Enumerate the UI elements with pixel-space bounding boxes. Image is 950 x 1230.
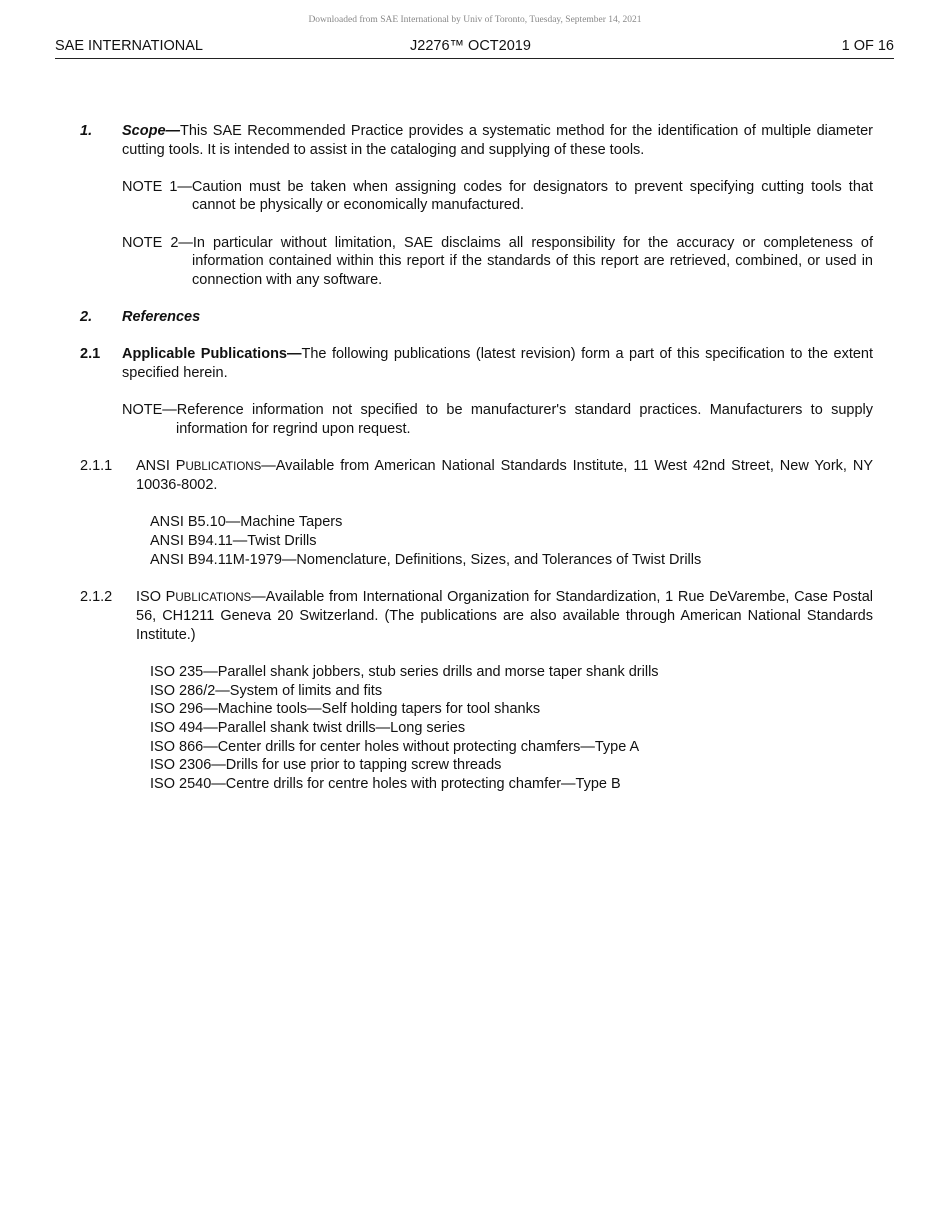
section-title-prefix: ANSI P	[136, 457, 186, 474]
list-item: ANSI B94.11M-1979—Nomenclature, Definitions, Sizes, and Tolerances of Twist Drills	[150, 551, 702, 568]
list-item: ISO 2306—Drills for use prior to tapping screw threads	[150, 757, 502, 774]
section-number: 2.	[80, 308, 93, 325]
section-text: —Available from American National Standards Institute, 11 West 42nd Street, New York, NY 10036-8002.	[136, 457, 873, 494]
header-doc-id: J2276™ OCT2019	[410, 38, 531, 54]
section-2-1-applicable-publications	[80, 345, 873, 382]
list-item: ISO 494—Parallel shank twist drills—Long series	[150, 720, 466, 736]
list-item: ISO 286/2—System of limits and fits	[150, 682, 383, 699]
list-item: ISO 235—Parallel shank jobbers, stub series drills and morse taper shank drills	[150, 664, 659, 681]
header-page-number: 1 OF 16	[841, 38, 894, 54]
section-title: Applicable Publications—	[122, 346, 302, 363]
note-2: NOTE 2—In particular without limitation, SAE disclaims all responsibility for the accuracy or completeness of information contained within this report if the standards of this report are retrieved, combined, or used in connection with any software.	[122, 234, 873, 288]
ansi-publication-list	[150, 513, 873, 569]
section-title: Scope—	[122, 123, 181, 139]
section-number: 2.1.2	[80, 588, 113, 605]
list-item: ISO 296—Machine tools—Self holding tapers for tool shanks	[150, 701, 541, 718]
section-text: This SAE Recommended Practice provides a systematic method for the identification of multiple diameter cutting tools. It is intended to assist in the cataloging and supplying of these tools.	[122, 123, 873, 158]
section-title-smallcaps: UBLICATIONS	[175, 591, 252, 604]
section-2-references	[80, 308, 873, 327]
section-2-1-2-iso	[80, 588, 873, 645]
section-title-smallcaps: UBLICATIONS	[185, 460, 262, 473]
list-item: ANSI B5.10—Machine Tapers	[150, 514, 343, 531]
list-item: ANSI B94.11—Twist Drills	[150, 533, 317, 550]
iso-publication-list	[150, 663, 873, 793]
list-item: ISO 866—Center drills for center holes without protecting chamfers—Type A	[150, 738, 640, 755]
section-text: —Available from International Organization for Standardization, 1 Rue DeVarembe, Case Postal 56, CH1211 Geneva 20 Switzerland. (The publications are also available through American National Standards Institute.)	[136, 588, 873, 644]
section-number: 1.	[80, 123, 93, 139]
page-header	[55, 38, 894, 59]
note-reference: NOTE—Reference information not specified to be manufacturer's standard practices. Manufacturers to supply information for regrind upon request.	[122, 401, 873, 437]
section-1-scope	[80, 122, 873, 159]
note-1: NOTE 1—Caution must be taken when assigning codes for designators to prevent specifying cutting tools that cannot be physically or economically manufactured.	[122, 178, 873, 214]
section-number: 2.1	[80, 346, 101, 363]
list-item: ISO 2540—Centre drills for centre holes with protecting chamfer—Type B	[150, 775, 621, 792]
section-number: 2.1.1	[80, 457, 113, 474]
document-body	[80, 122, 873, 793]
section-title: References	[122, 308, 201, 325]
header-org: SAE INTERNATIONAL	[55, 38, 203, 54]
download-watermark: Downloaded from SAE International by Univ of Toronto, Tuesday, September 14, 2021	[308, 15, 642, 25]
section-title-prefix: ISO P	[136, 588, 176, 605]
section-text: The following publications (latest revision) form a part of this specification to the extent specified herein.	[122, 346, 873, 381]
section-2-1-1-ansi	[80, 457, 873, 495]
